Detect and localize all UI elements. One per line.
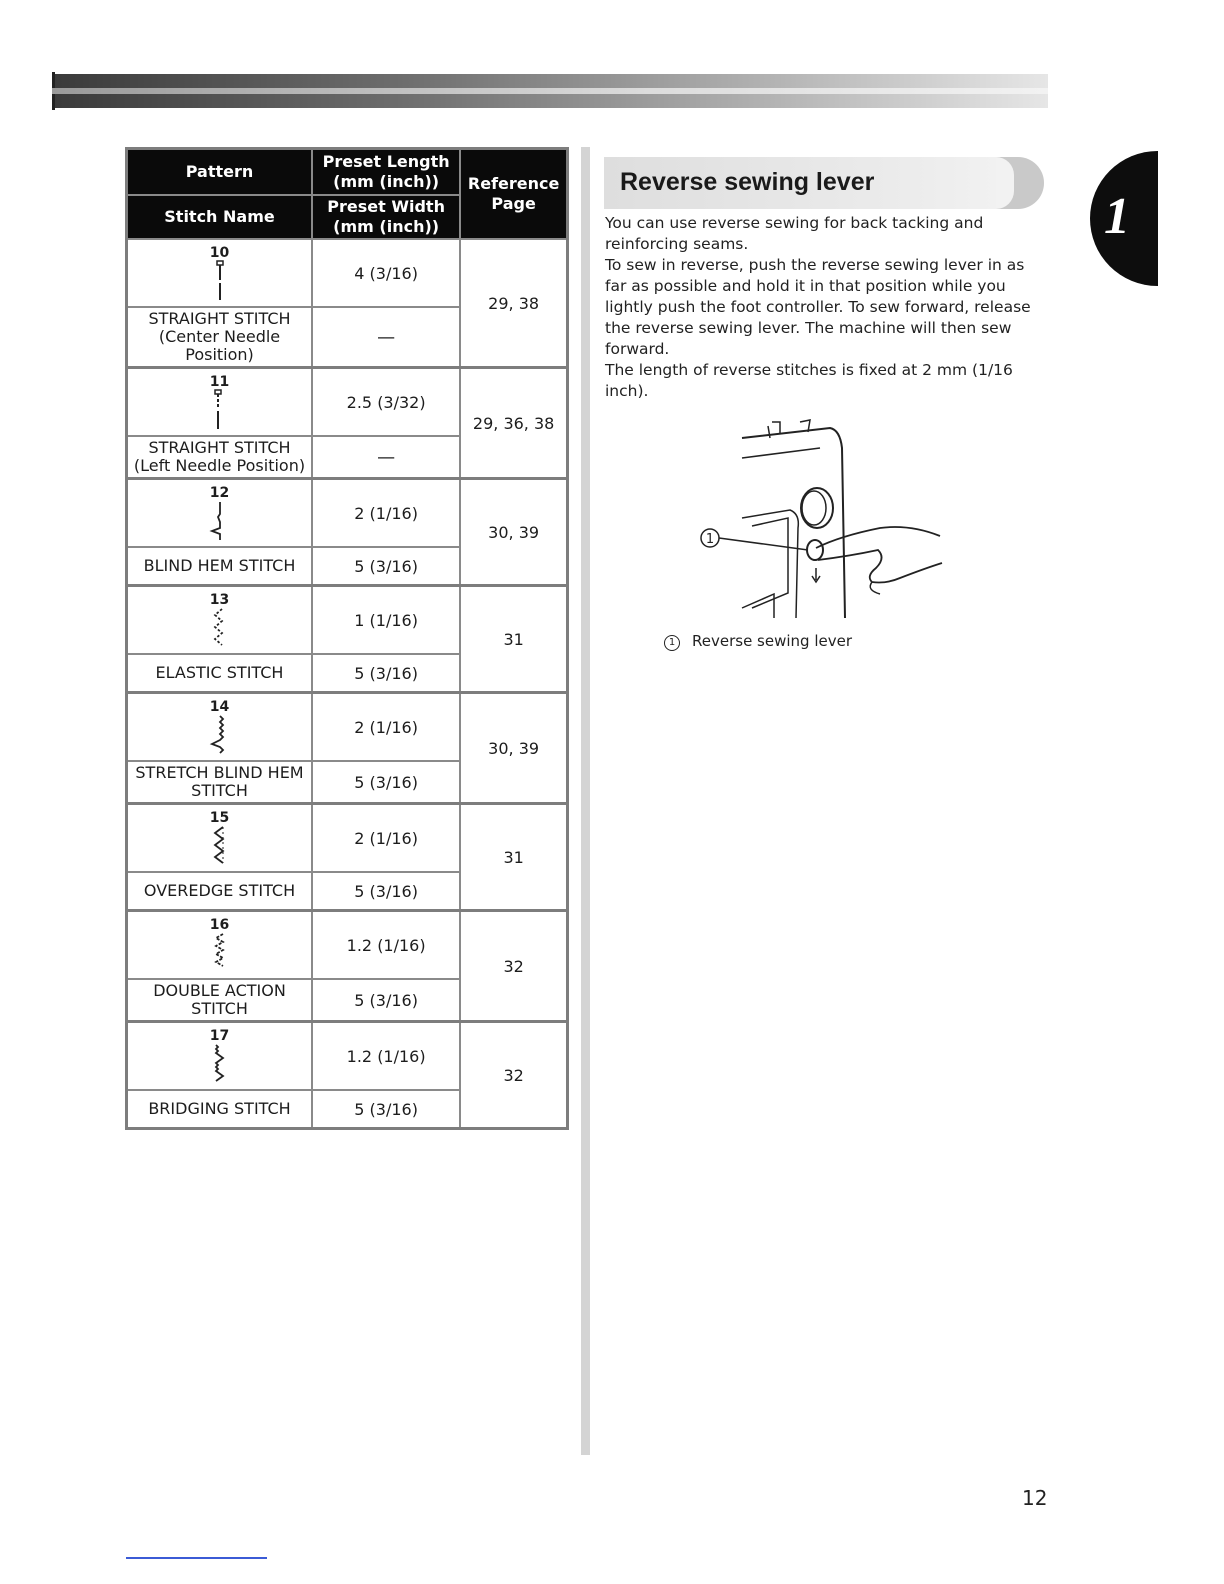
table-row [127,239,568,307]
column-divider [581,147,590,1455]
stitch-name-cell: OVEREDGE STITCH [127,872,313,911]
elastic-stitch-icon [208,607,232,647]
overedge-stitch-icon [208,825,232,865]
pattern-number: 14 [209,699,230,715]
pattern-number: 15 [209,810,230,826]
blind-hem-stitch-icon [208,500,232,540]
preset-length-cell: 2 (1/16) [312,479,460,548]
reference-page-cell: 31 [460,586,567,693]
preset-width-cell: 5 (3/16) [312,761,460,804]
preset-length-cell: 2.5 (3/32) [312,368,460,437]
pattern-cell [127,911,313,980]
section-header-cap [996,157,1044,209]
caption-text: Reverse sewing lever [692,632,853,650]
preset-width-cell: 5 (3/16) [312,872,460,911]
double-action-stitch-icon [208,932,232,972]
table-row [127,368,568,437]
reference-page-cell: 32 [460,1022,567,1129]
reference-page-cell: 29, 36, 38 [460,368,567,479]
reverse-lever-illustration [690,418,950,628]
pattern-cell [127,479,313,548]
table-row [127,693,568,762]
preset-length-cell: 4 (3/16) [312,239,460,307]
section-body [605,213,1047,402]
reference-page-cell: 29, 38 [460,239,567,368]
header-reference-page: Reference Page [460,149,567,240]
preset-width-value: — [377,446,396,468]
straight-center-stitch-icon [210,260,230,300]
preset-length-cell: 1.2 (1/16) [312,911,460,980]
pattern-cell [127,1022,313,1091]
stitch-name-cell: BRIDGING STITCH [127,1090,313,1129]
preset-width-cell: 5 (3/16) [312,1090,460,1129]
reference-page-cell: 32 [460,911,567,1022]
reference-page-cell: 30, 39 [460,693,567,804]
preset-length-cell: 1.2 (1/16) [312,1022,460,1091]
bridging-stitch-icon [208,1043,232,1083]
section-title: Reverse sewing lever [620,168,875,196]
table-header-row-1 [127,149,568,196]
stitch-name-cell: ELASTIC STITCH [127,654,313,693]
pattern-number: 13 [209,592,230,608]
pattern-number: 11 [209,374,230,390]
paragraph: To sew in reverse, push the reverse sewing lever in as far as possible and hold it in that position while you lightly push the foot controller. To sew forward, release the reverse sewing lever. The machine will then sew forward. [605,256,1031,358]
paragraph: You can use reverse sewing for back tacking and reinforcing seams. [605,214,984,253]
pattern-cell [127,693,313,762]
header-stitch-name: Stitch Name [127,195,313,239]
pattern-number: 12 [209,485,230,501]
preset-width-cell [312,436,460,479]
stitch-name-cell: BLIND HEM STITCH [127,547,313,586]
preset-width-cell [312,307,460,368]
stitch-name-cell: STRAIGHT STITCH (Center Needle Position) [127,307,313,368]
preset-width-cell: 5 (3/16) [312,979,460,1022]
preset-length-cell: 2 (1/16) [312,693,460,762]
straight-left-stitch-icon [210,389,230,429]
preset-length-cell: 1 (1/16) [312,586,460,655]
stitch-settings-table [125,147,569,1130]
chapter-tab [1090,151,1158,286]
stitch-name-cell: DOUBLE ACTION STITCH [127,979,313,1022]
pattern-cell [127,368,313,437]
header-bar [52,74,1048,108]
stretch-blind-hem-stitch-icon [208,714,232,754]
table-row [127,586,568,655]
illustration-caption [664,632,852,651]
callout-marker: 1 [705,532,715,547]
preset-width-cell: 5 (3/16) [312,547,460,586]
stitch-name-cell: STRETCH BLIND HEM STITCH [127,761,313,804]
reference-page-cell: 31 [460,804,567,911]
header-preset-length: Preset Length (mm (inch)) [312,149,460,196]
pattern-number: 10 [209,245,230,261]
table-row [127,479,568,548]
header-preset-width: Preset Width (mm (inch)) [312,195,460,239]
paragraph: The length of reverse stitches is fixed at 2 mm (1/16 inch). [605,361,1013,400]
table-row [127,911,568,980]
stitch-name-cell: STRAIGHT STITCH (Left Needle Position) [127,436,313,479]
chapter-number: 1 [1104,188,1130,245]
pattern-number: 17 [209,1028,230,1044]
section-header [604,157,1044,209]
header-pattern: Pattern [127,149,313,196]
table-row [127,804,568,873]
bottom-rule [126,1557,267,1559]
pattern-cell [127,239,313,307]
pattern-cell [127,586,313,655]
preset-length-cell: 2 (1/16) [312,804,460,873]
reference-page-cell: 30, 39 [460,479,567,586]
table-row [127,1022,568,1091]
pattern-number: 16 [209,917,230,933]
page-number: 12 [1022,1486,1048,1510]
pattern-cell [127,804,313,873]
caption-marker: 1 [664,635,680,651]
preset-width-cell: 5 (3/16) [312,654,460,693]
header-bar-stripe [52,88,1048,94]
preset-width-value: — [377,326,396,348]
